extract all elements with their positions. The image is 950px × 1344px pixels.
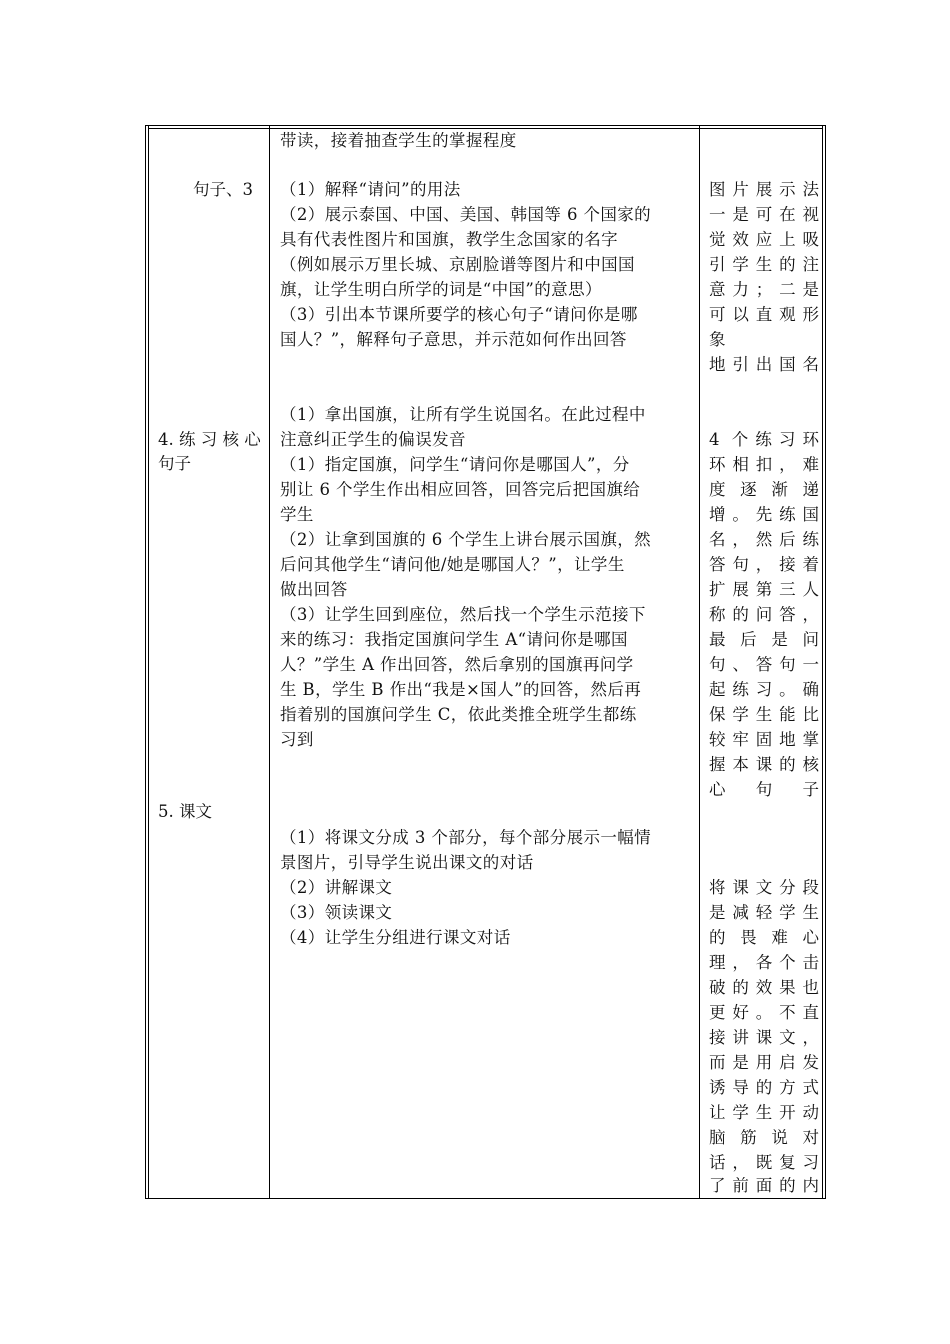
- middle-line: 人？”学生 A 作出回答，然后拿别的国旗再问学: [280, 655, 634, 674]
- rationale-line: 诱导的方式: [709, 1078, 819, 1097]
- rationale-line: 度逐渐递: [709, 480, 819, 499]
- middle-line: 后问其他学生“请问他/她是哪国人？”，让学生: [280, 555, 625, 574]
- rationale-line: 心句子: [709, 780, 819, 799]
- table-divider-2: [699, 125, 700, 1199]
- step-label-text: 5. 课文: [158, 802, 212, 821]
- table-border-left-outer: [145, 125, 146, 1199]
- middle-line: （3）让学生回到座位，然后找一个学生示范接下: [280, 605, 646, 624]
- middle-line: （2）让拿到国旗的 6 个学生上讲台展示国旗，然: [280, 530, 652, 549]
- rationale-line: 较牢固地掌: [709, 730, 819, 749]
- middle-line: 生 B，学生 B 作出“我是×国人”的回答，然后再: [280, 680, 642, 699]
- middle-line: （3）领读课文: [280, 903, 393, 922]
- middle-line: （1）解释“请问”的用法: [280, 180, 461, 199]
- rationale-line: 是减轻学生: [709, 903, 819, 922]
- rationale-line: 意力；二是: [709, 280, 819, 299]
- rationale-line: 让学生开动: [709, 1103, 819, 1122]
- rationale-line: 觉效应上吸: [709, 230, 819, 249]
- rationale-line: 地引出国名: [709, 355, 819, 374]
- middle-line: 景图片，引导学生说出课文的对话: [280, 853, 534, 872]
- rationale-line: 的畏难心: [709, 928, 819, 947]
- middle-line: 指着别的国旗问学生 C，依此类推全班学生都练: [280, 705, 637, 724]
- rationale-line: 将课文分段: [709, 878, 819, 897]
- middle-line: 带读，接着抽查学生的掌握程度: [280, 131, 517, 150]
- table-border-right-outer: [825, 125, 826, 1199]
- rationale-line: 称的问答，: [709, 605, 819, 624]
- table-border-right-inner: [822, 125, 823, 1199]
- middle-line: 学生: [280, 505, 314, 524]
- rationale-line: 握本课的核: [709, 755, 819, 774]
- middle-line: 注意纠正学生的偏误发音: [280, 430, 466, 449]
- table-border-left-inner: [148, 125, 149, 1199]
- rationale-line: 起练习。确: [709, 680, 819, 699]
- rationale-line: 4 个练习环: [709, 430, 819, 449]
- middle-line: 别让 6 个学生作出相应回答，回答完后把国旗给: [280, 480, 641, 499]
- middle-line: 旗，让学生明白所学的词是“中国”的意思）: [280, 280, 602, 299]
- rationale-line: 名，然后练: [709, 530, 819, 549]
- rationale-line: 最后是问: [709, 630, 819, 649]
- middle-line: （1）将课文分成 3 个部分，每个部分展示一幅情: [280, 828, 652, 847]
- middle-line: 具有代表性图片和国旗，教学生念国家的名字: [280, 230, 618, 249]
- middle-line: 做出回答: [280, 580, 348, 599]
- rationale-line: 扩展第三人: [709, 580, 819, 599]
- rationale-line: 增。先练国: [709, 505, 819, 524]
- rationale-line: 一是可在视: [709, 205, 819, 224]
- rationale-line: 句、答句一: [709, 655, 819, 674]
- rationale-line: 破的效果也: [709, 978, 819, 997]
- step-label-practice: 4. 练 习 核 心: [158, 430, 261, 449]
- middle-line: 国人？”，解释句子意思，并示范如何作出回答: [280, 330, 627, 349]
- rationale-line: 脑筋说对: [709, 1128, 819, 1147]
- rationale-line: 话，既复习: [709, 1153, 819, 1172]
- rationale-line: 引学生的注: [709, 255, 819, 274]
- rationale-line: 图片展示法: [709, 180, 819, 199]
- middle-line: （4）让学生分组进行课文对话: [280, 928, 511, 947]
- middle-line: （3）引出本节课所要学的核心句子“请问你是哪: [280, 305, 638, 324]
- rationale-line: 象: [709, 330, 726, 349]
- rationale-line: 而是用启发: [709, 1053, 819, 1072]
- middle-line: （2）讲解课文: [280, 878, 393, 897]
- step-label-sentence: 句子、3: [193, 180, 253, 199]
- step-label-practice-cont: 句子: [158, 454, 191, 473]
- rationale-line: 可以直观形: [709, 305, 819, 324]
- table-border-top-outer: [145, 125, 826, 126]
- middle-line: （1）拿出国旗，让所有学生说国名。在此过程中: [280, 405, 646, 424]
- middle-line: 习到: [280, 730, 314, 749]
- rationale-line: 更好。不直: [709, 1003, 819, 1022]
- rationale-line: 了前面的内: [709, 1176, 819, 1195]
- rationale-line: 接讲课文，: [709, 1028, 819, 1047]
- rationale-line: 答句，接着: [709, 555, 819, 574]
- rationale-line: 环相扣，难: [709, 455, 819, 474]
- middle-line: （1）指定国旗，问学生“请问你是哪国人”，分: [280, 455, 630, 474]
- middle-line: 来的练习：我指定国旗问学生 A“请问你是哪国: [280, 630, 628, 649]
- rationale-line: 保学生能比: [709, 705, 819, 724]
- middle-line: （例如展示万里长城、京剧脸谱等图片和中国国: [280, 255, 635, 274]
- middle-line: （2）展示泰国、中国、美国、韩国等 6 个国家的: [280, 205, 652, 224]
- table-divider-1: [269, 125, 270, 1199]
- rationale-line: 理，各个击: [709, 953, 819, 972]
